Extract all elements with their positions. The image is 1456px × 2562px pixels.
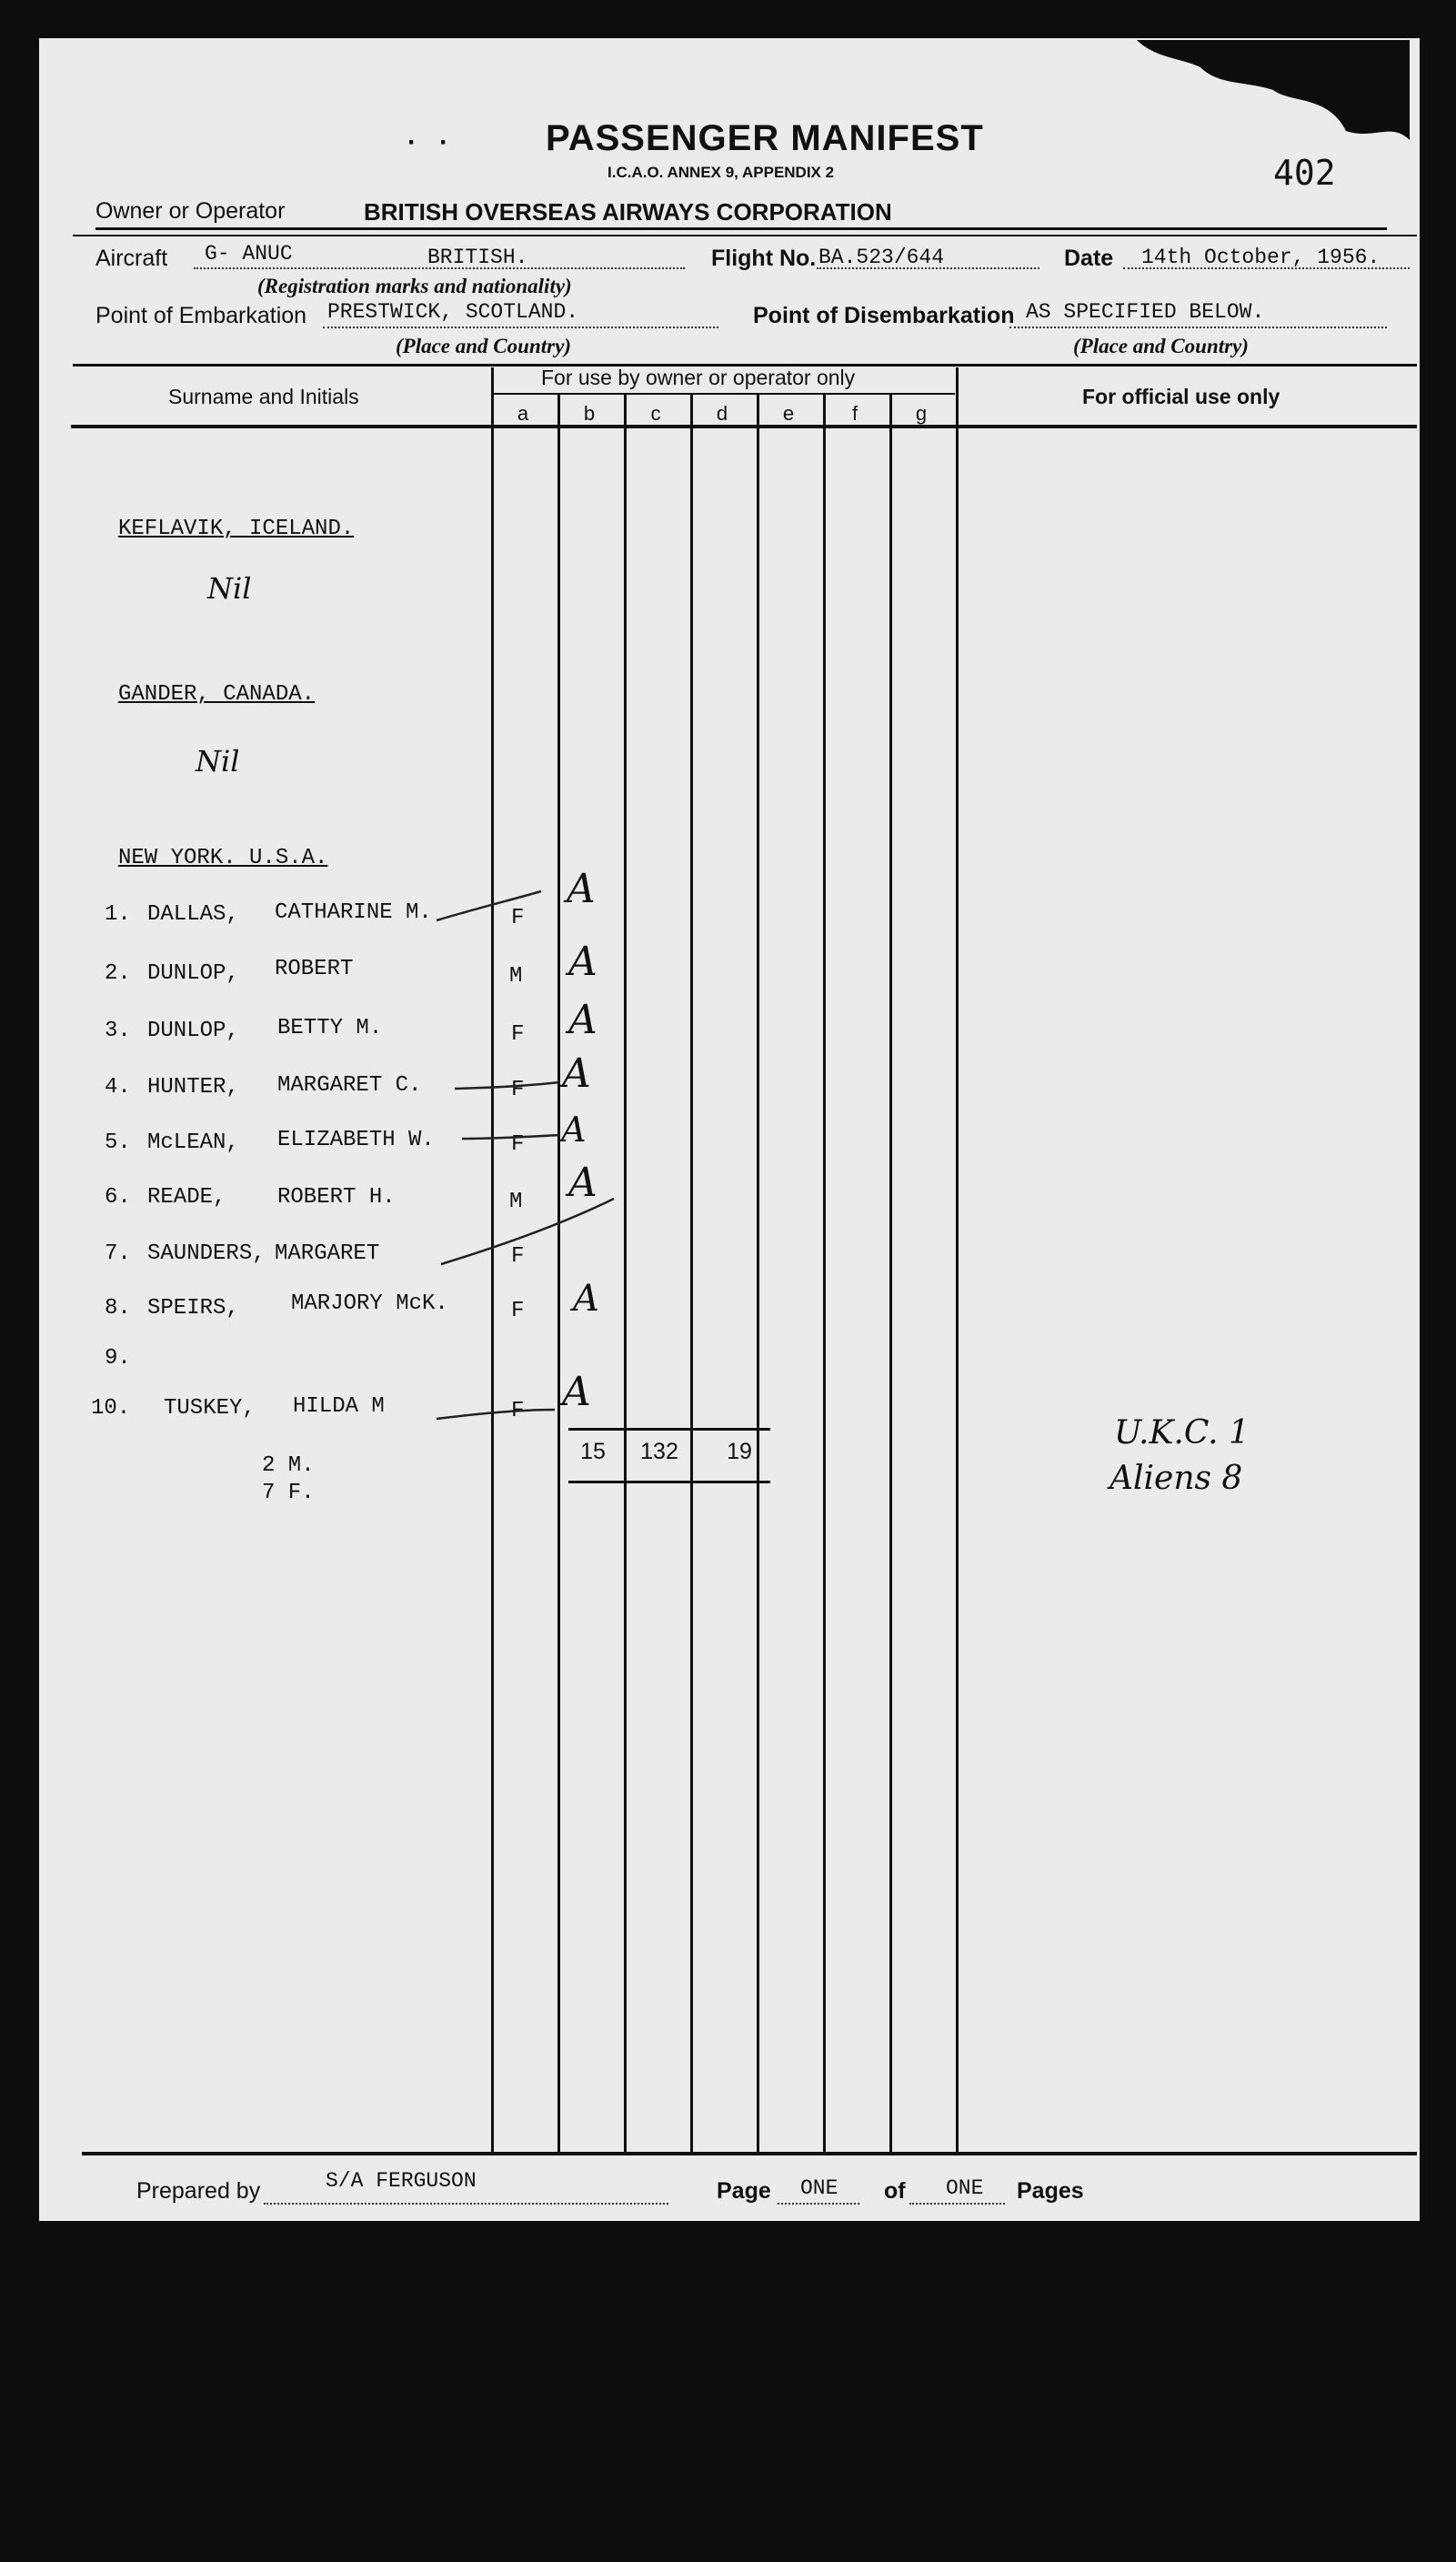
total-column-d: 19 (727, 1439, 752, 1464)
passenger-number: 5. (105, 1130, 131, 1155)
passenger-given-name: MARGARET (275, 1241, 380, 1266)
passenger-sex: F (511, 1299, 525, 1323)
section-keflavik-note: Nil (207, 571, 252, 606)
passenger-given-name: ELIZABETH W. (277, 1128, 435, 1152)
passenger-mark: A (568, 1160, 597, 1206)
passenger-number: 2. (105, 961, 131, 986)
owner-value: BRITISH OVERSEAS AIRWAYS CORPORATION (364, 198, 892, 226)
passenger-number: 10. (91, 1396, 131, 1421)
passenger-mark: A (562, 1369, 591, 1415)
passenger-given-name: ROBERT H. (277, 1185, 396, 1210)
totals-bottom-rule (568, 1481, 770, 1483)
passenger-sex: F (511, 1022, 525, 1047)
passenger-sex: M (509, 964, 523, 989)
passenger-mark: A (573, 1278, 599, 1320)
page-subtitle: I.C.A.O. ANNEX 9, APPENDIX 2 (608, 164, 835, 181)
page-number: 402 (1273, 153, 1336, 193)
passenger-surname: READE, (147, 1185, 226, 1210)
passenger-surname: DUNLOP, (147, 961, 239, 986)
column-header-b: b (583, 402, 596, 425)
passenger-number: 1. (105, 902, 131, 927)
passenger-number: 8. (105, 1296, 131, 1321)
passenger-surname: TUSKEY, (164, 1396, 256, 1421)
passenger-surname: DALLAS, (147, 902, 239, 927)
embark-place-note: (Place and Country) (396, 335, 571, 357)
passenger-surname: SAUNDERS, (147, 1241, 266, 1266)
section-gander-note: Nil (196, 744, 240, 779)
section-new-york: NEW YORK. U.S.A. (118, 846, 328, 870)
page-title: PASSENGER MANIFEST (546, 118, 984, 158)
page-value: ONE (800, 2176, 838, 2200)
date-value: 14th October, 1956. (1141, 246, 1381, 269)
column-header-e: e (782, 402, 795, 425)
passenger-sex: F (511, 1132, 525, 1157)
embarkation-value: PRESTWICK, SCOTLAND. (327, 300, 579, 324)
passenger-number: 9. (105, 1346, 131, 1371)
total-column-c: 132 (640, 1439, 678, 1464)
passenger-surname: SPEIRS, (147, 1296, 239, 1321)
disembarkation-value: AS SPECIFIED BELOW. (1026, 300, 1265, 324)
column-header-g: g (915, 402, 928, 425)
passenger-mark: A (567, 866, 596, 912)
passenger-given-name: ROBERT (275, 957, 354, 981)
passenger-given-name: MARJORY McK. (291, 1291, 448, 1316)
official-note-ukc: U.K.C. 1 (1114, 1414, 1250, 1452)
passenger-given-name: CATHARINE M. (275, 900, 432, 925)
column-header-d: d (716, 402, 728, 425)
date-label: Date (1064, 246, 1114, 271)
section-keflavik: KEFLAVIK, ICELAND. (118, 517, 355, 541)
disembark-place-note: (Place and Country) (1073, 335, 1249, 357)
total-column-b: 15 (580, 1439, 606, 1464)
passenger-sex: F (511, 1078, 525, 1102)
footer-top-rule (82, 2152, 1417, 2155)
passenger-number: 4. (105, 1075, 131, 1100)
official-note-aliens: Aliens 8 (1110, 1460, 1243, 1497)
passenger-sex: F (511, 906, 525, 930)
section-gander: GANDER, CANADA. (118, 682, 316, 707)
prepared-by-label: Prepared by (136, 2178, 261, 2204)
column-header-c: c (650, 402, 661, 425)
of-value: ONE (946, 2176, 984, 2200)
aircraft-nationality: BRITISH. (427, 246, 528, 269)
aircraft-registration: G- ANUC (205, 242, 293, 266)
totals-top-rule (568, 1428, 770, 1431)
page-label: Page (717, 2178, 771, 2204)
passenger-number: 7. (105, 1241, 131, 1266)
passenger-sex: F (511, 1399, 525, 1423)
summary-males: 2 M. (262, 1453, 315, 1478)
surname-header: Surname and Initials (168, 385, 359, 408)
embarkation-label: Point of Embarkation (95, 303, 307, 328)
passenger-mark: A (568, 939, 597, 985)
passenger-surname: DUNLOP, (147, 1019, 239, 1043)
passenger-number: 3. (105, 1019, 131, 1043)
passenger-mark: A (568, 997, 597, 1043)
passenger-given-name: BETTY M. (277, 1016, 383, 1040)
of-label: of (884, 2178, 906, 2204)
aircraft-label: Aircraft (95, 246, 168, 271)
summary-females: 7 F. (262, 1481, 315, 1505)
owner-label: Owner or Operator (95, 198, 286, 224)
passenger-given-name: MARGARET C. (277, 1073, 422, 1098)
flight-label: Flight No. (711, 246, 817, 271)
registration-note: (Registration marks and nationality) (257, 275, 572, 297)
passenger-given-name: HILDA M (293, 1394, 385, 1419)
column-header-a: a (517, 402, 529, 425)
disembarkation-label: Point of Disembarkation (753, 303, 1015, 328)
decorative-dots: · · (407, 127, 448, 157)
passenger-mark: A (562, 1050, 591, 1097)
prepared-by-dotline (264, 2199, 668, 2205)
pages-label: Pages (1017, 2178, 1084, 2204)
official-use-header: For official use only (1082, 385, 1280, 408)
passenger-surname: HUNTER, (147, 1075, 239, 1100)
passenger-mark: A (561, 1110, 587, 1150)
flight-value: BA.523/644 (818, 246, 945, 269)
passenger-number: 6. (105, 1185, 131, 1210)
passenger-sex: M (509, 1190, 523, 1214)
column-header-f: f (851, 402, 859, 425)
prepared-by-value: S/A FERGUSON (326, 2169, 477, 2193)
passenger-sex: F (511, 1244, 525, 1269)
owner-use-header: For use by owner or operator only (541, 366, 856, 389)
passenger-surname: McLEAN, (147, 1130, 239, 1155)
